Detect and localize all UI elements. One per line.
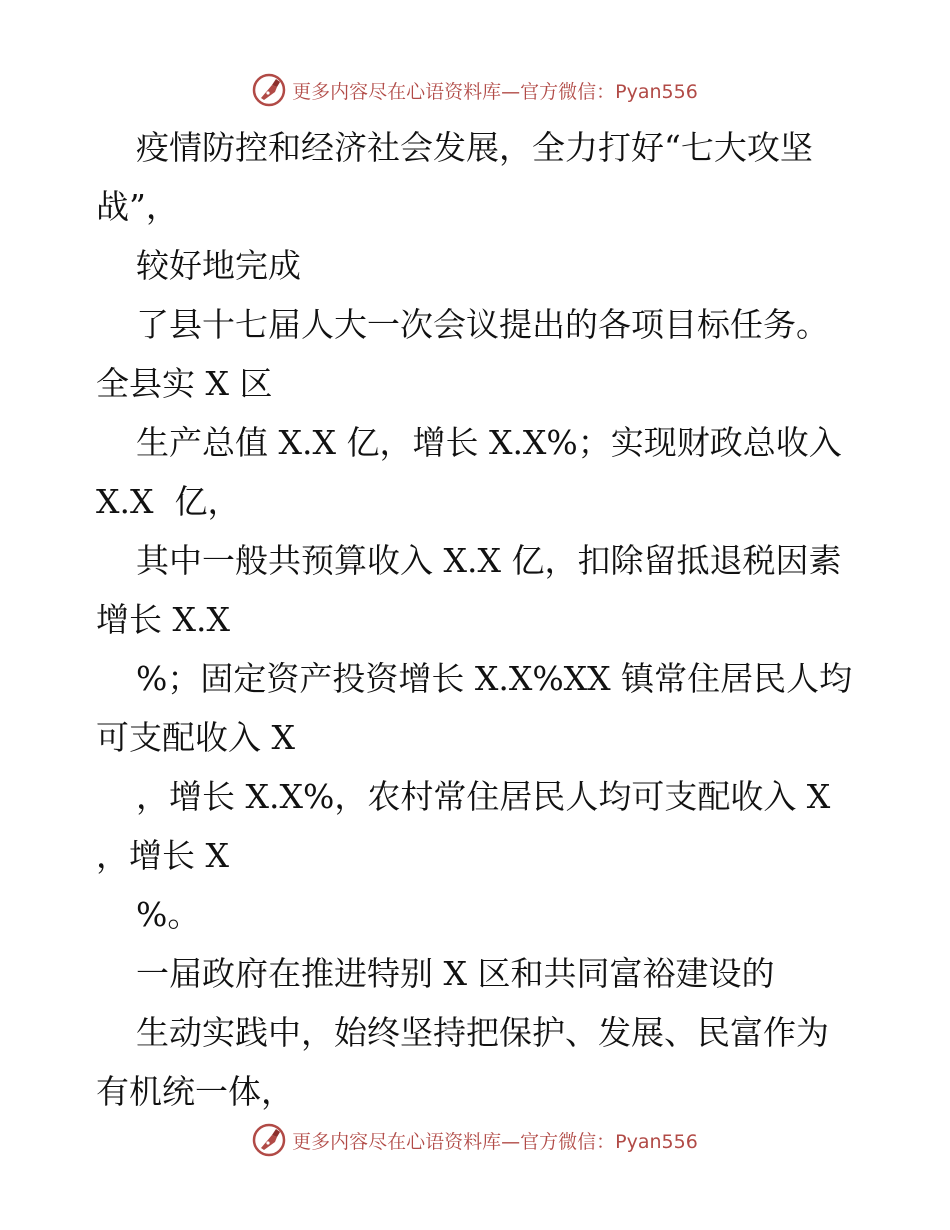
paragraph-7: ，增长 X.X%，农村常住居民人均可支配收入 X ，增长 X: [96, 777, 841, 875]
header-banner-text: 更多内容尽在心语资料库—官方微信：Pyan556: [292, 80, 698, 103]
paragraph-6: %；固定资产投资增长 X.X%XX 镇常住居民人均可支配收入 X: [96, 659, 853, 757]
footer-banner: [0, 1120, 950, 1160]
paragraph-4: 生产总值 X.X 亿，增长 X.X%；实现财政总收入 X.X 亿，: [96, 423, 853, 521]
header-banner: [0, 70, 950, 110]
pen-nib-logo-icon: [252, 73, 286, 107]
paragraph-3: 了县十七届人大一次会议提出的各项目标任务。全县实 X 区: [96, 305, 829, 403]
paragraph-8: %。: [136, 895, 201, 934]
paragraph-10: 生动实践中，始终坚持把保护、发展、民富作为有机统一体，: [96, 1013, 829, 1111]
paragraph-9: 一届政府在推进特别 X 区和共同富裕建设的: [136, 954, 775, 993]
document-body: [96, 118, 856, 1121]
pen-nib-logo-icon: [252, 1123, 286, 1157]
paragraph-2: 较好地完成: [136, 246, 301, 285]
footer-banner-text: 更多内容尽在心语资料库—官方微信：Pyan556: [292, 1130, 698, 1153]
paragraph-1: 疫情防控和经济社会发展，全力打好“七大攻坚战”，: [96, 128, 813, 226]
paragraph-5: 其中一般共预算收入 X.X 亿，扣除留抵退税因素增长 X.X: [96, 541, 842, 639]
